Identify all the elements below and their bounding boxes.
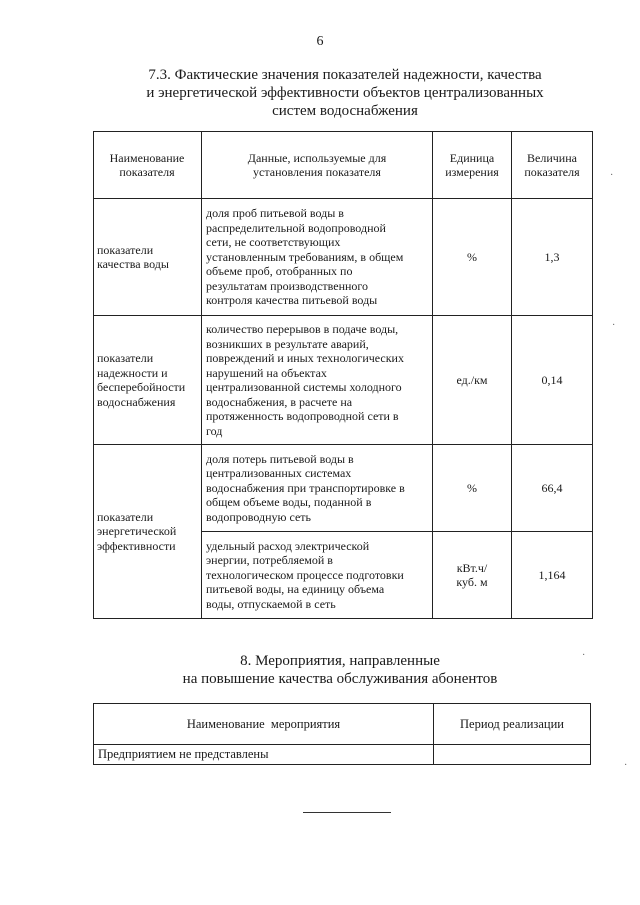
page-number: 6: [316, 34, 324, 49]
title-line: 7.3. Фактические значения показателей надежности, качества: [148, 67, 542, 83]
data-text: год: [206, 423, 223, 438]
data-text: доля проб питьевой воды в: [206, 206, 344, 221]
table-row: [94, 445, 593, 532]
data-text: централизованных системах: [206, 466, 352, 481]
measures-table: [93, 703, 591, 765]
group-text: показатели: [97, 242, 154, 257]
data-text: водоснабжения при транспортировке в: [206, 480, 405, 495]
data-text: результатам производственного: [206, 278, 369, 293]
data-text: объеме проб, отобранных по: [206, 264, 353, 279]
header-unit: [433, 132, 512, 199]
unit-cell: [433, 532, 512, 619]
data-cell: [202, 316, 433, 445]
scan-mark: ·: [612, 320, 616, 331]
data-text: доля потерь питьевой воды в: [206, 451, 354, 466]
unit-text: кВт.ч/: [456, 560, 488, 575]
value-cell: 66,4: [512, 445, 593, 532]
data-text: распределительной водопроводной: [206, 220, 386, 235]
section-7-3-title: [110, 66, 580, 120]
header-text: Данные, используемые для: [247, 150, 387, 165]
title-line: 8. Мероприятия, направленные: [240, 653, 440, 669]
header-text: Наименование: [109, 150, 185, 165]
data-cell: [202, 199, 433, 316]
separator-line: [303, 812, 391, 813]
header-text: измерения: [445, 165, 499, 179]
unit-text: куб. м: [456, 575, 488, 589]
scan-mark: ·: [582, 650, 586, 661]
data-text: технологическом процессе подготовки: [206, 567, 404, 582]
data-text: протяженность водопроводной сети в: [206, 409, 399, 423]
group-text: энергетической: [97, 524, 177, 539]
title-line: и энергетической эффективности объектов централизованных: [146, 85, 544, 101]
scan-mark: ·: [610, 170, 614, 181]
unit-cell: [433, 445, 512, 532]
table-row: [94, 745, 591, 765]
unit-text: %: [467, 480, 477, 495]
value-cell: 0,14: [512, 316, 593, 445]
group-energy: [94, 445, 202, 619]
indicators-table: [93, 131, 593, 619]
data-text: питьевой воды, на единицу объема: [206, 582, 385, 597]
header-measure: Наименование мероприятия: [94, 704, 434, 745]
group-quality: [94, 199, 202, 316]
header-value: [512, 132, 593, 199]
group-text: надежности и: [97, 365, 168, 380]
group-text: эффективности: [97, 538, 176, 553]
header-text: показателя: [524, 165, 580, 179]
unit-cell: [433, 316, 512, 445]
unit-cell: [433, 199, 512, 316]
header-data: [202, 132, 433, 199]
section-8-title: [100, 652, 580, 688]
table-row: [94, 199, 593, 316]
group-text: качества воды: [97, 257, 169, 271]
data-text: сети, не соответствующих: [206, 235, 341, 250]
data-text: централизованной системы холодного: [206, 380, 402, 394]
data-text: воды, отпускаемой в сеть: [206, 596, 336, 611]
unit-text: ед./км: [456, 372, 488, 387]
table-header-row: [94, 704, 591, 745]
data-text: водопроводную сеть: [206, 509, 312, 524]
data-text: контроля качества питьевой воды: [206, 293, 378, 308]
measure-cell: Предприятием не представлены: [94, 745, 434, 765]
group-text: водоснабжения: [97, 394, 176, 409]
header-text: установления показателя: [253, 165, 381, 179]
value-cell: 1,164: [512, 532, 593, 619]
data-text: общем объеме воды, поданной в: [206, 495, 372, 510]
title-line: на повышение качества обслуживания абонентов: [182, 671, 498, 687]
header-text: Единица: [449, 150, 495, 165]
data-text: энергии, потребляемой в: [206, 553, 333, 568]
table-header-row: [94, 132, 593, 199]
data-cell: [202, 445, 433, 532]
table-row: [94, 316, 593, 445]
header-name: [94, 132, 202, 199]
title-line: систем водоснабжения: [272, 103, 418, 119]
data-text: водоснабжения, в расчете на: [206, 394, 353, 409]
data-text: удельный расход электрической: [206, 538, 370, 553]
data-text: установленным требованиям, в общем: [206, 249, 404, 264]
header-period: Период реализации: [434, 704, 591, 745]
period-cell: [434, 745, 591, 765]
value-cell: 1,3: [512, 199, 593, 316]
scan-mark: ·: [624, 760, 628, 771]
header-text: показателя: [119, 165, 175, 179]
group-reliability: [94, 316, 202, 445]
group-text: показатели: [97, 509, 154, 524]
group-text: бесперебойности: [97, 380, 186, 394]
data-text: повреждений и иных технологических: [206, 351, 404, 365]
group-text: показатели: [97, 351, 154, 365]
data-text: возникших в результате аварий,: [206, 336, 369, 351]
data-text: нарушений на объектах: [206, 365, 327, 380]
header-text: Величина: [527, 150, 577, 165]
unit-text: %: [467, 249, 477, 264]
data-cell: [202, 532, 433, 619]
data-text: количество перерывов в подаче воды,: [206, 322, 399, 336]
